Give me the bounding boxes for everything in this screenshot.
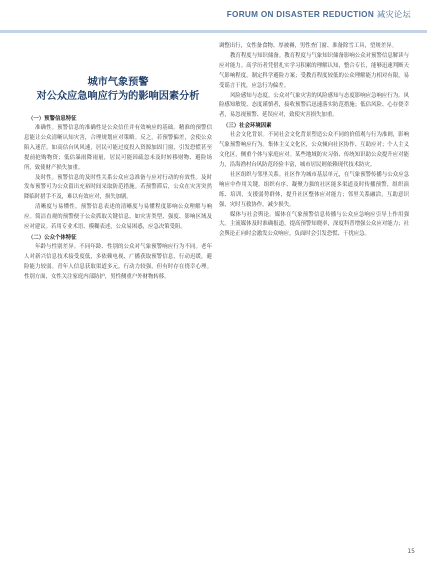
- paragraph: 教育程度与知识储备。教育程度与气象知识储备影响公众对预警信息解读与应对能力。高学历者凭借扎实学习积累的理解认知，整合专长，能够迅速判断天气影响程度，制定科学避险方案；受教育程度较低的公众理解能力相对有限，易受谣言干扰，应急行为偏差。: [219, 52, 409, 89]
- article-title: [24, 76, 212, 104]
- paragraph: 准确性。预警信息的准确性是公众信任并有效响应的基础。精准的预警信息能让公众清晰认知灾害，合理规划应对策略。反之，若预警偏差，会使公众陷入迷茫。如高估台风风速，居民可能过度投入资源加固门窗，引发恐慌甚至提前抢购物资；低估暴雨降雨量，居民可能因疏忽未及时转移财物、避险场所，致使财产损失加重。: [24, 125, 212, 171]
- section-heading: （三）社会环境因素: [223, 123, 272, 130]
- running-head-en: FORUM ON DISASTER REDUCTION: [226, 10, 375, 19]
- paragraph: 社会文化背景。不同社会文化背景塑造公众不同的价值观与行为准则，影响气象预警响应行为。集体主义文化区，公众倾向社区协作、互助应对；个人主义文化区，侧重个体与家庭应对。某些地域防灾习俗、传统知识助公众提升应对能力，沿海渔村台风防范经验丰富，城市居民则依赖现代技术防灾。: [219, 132, 409, 168]
- paragraph: 年龄与性别差异。不同年龄、性别的公众对气象预警响应行为不同。老年人对新兴信息技术接受度低，多依赖电视、广播获取预警信息，行动迟缓，避险能力较弱。青年人信息获取渠道多元，行动力较强，但有时存在侥幸心理。性别方面，女性关注家庭内部防护，男性侧重户外财物转移。: [24, 243, 212, 280]
- paragraph: 清晰度与易懂性。预警信息表述的清晰度与易懂程度影响公众理解与响应。简洁直观的预警便于公众抓取关键信息，如灾害类型、强度、影响区域及应对建议。若用专业术语、模糊表述，公众易困惑，应急决策受阻。: [24, 204, 212, 231]
- page-number: 15: [407, 548, 415, 555]
- paragraph: 风险感知与态度。公众对气象灾害的风险感知与态度影响应急响应行为。风险感知敏锐、态度谨慎者，接收预警后迅速落实防范措施；低估风险、心存侥幸者，易忽视预警、延误应对，致使灾害损失加重。: [219, 92, 409, 119]
- left-column: [24, 114, 212, 283]
- header-rule: [0, 30, 427, 33]
- paragraph: 调整出行，女性备食物、厚被褥，男性查门窗、准备除雪工具，望规差异。: [219, 43, 397, 49]
- title-line-1: 城市气象预警: [87, 77, 149, 88]
- right-column: [219, 42, 409, 240]
- running-head: [227, 9, 411, 20]
- title-line-2: 对公众应急响应行为的影响因素分析: [36, 91, 200, 102]
- paragraph: 社区组织与邻里关系。社区作为城市基层单元，在气象预警传播与公众应急响应中作用关键。组织有序、凝聚力强的社区能多渠道及时传播预警，组织演练、培训，支援弱势群体，提升社区整体应对能力；邻里关系融洽，互助意识强，灾时互救协作，减少损失。: [219, 171, 409, 208]
- section-heading: （二）公众个体特征: [28, 234, 77, 241]
- paragraph: 媒体与社会舆论。媒体在气象预警信息传播与公众应急响应引导上作用强大。主流媒体及时准确报道，提高预警知晓率，深度科普增强公众应对能力；社会舆论正向时会激发公众响应，负面时会引发恐慌、干扰应急。: [219, 211, 409, 238]
- paragraph: 及时性。预警信息的及时性关系公众应急准备与应对行动的有效性。及时发布预警可为公众留出充裕时间采取防范措施。若预警滞后，公众在灾害突然降临时措手不及，难以有效应对，损失加剧。: [24, 174, 212, 201]
- section-heading: （一）预警信息特征: [28, 116, 77, 122]
- running-head-cn: 减灾论坛: [377, 10, 411, 19]
